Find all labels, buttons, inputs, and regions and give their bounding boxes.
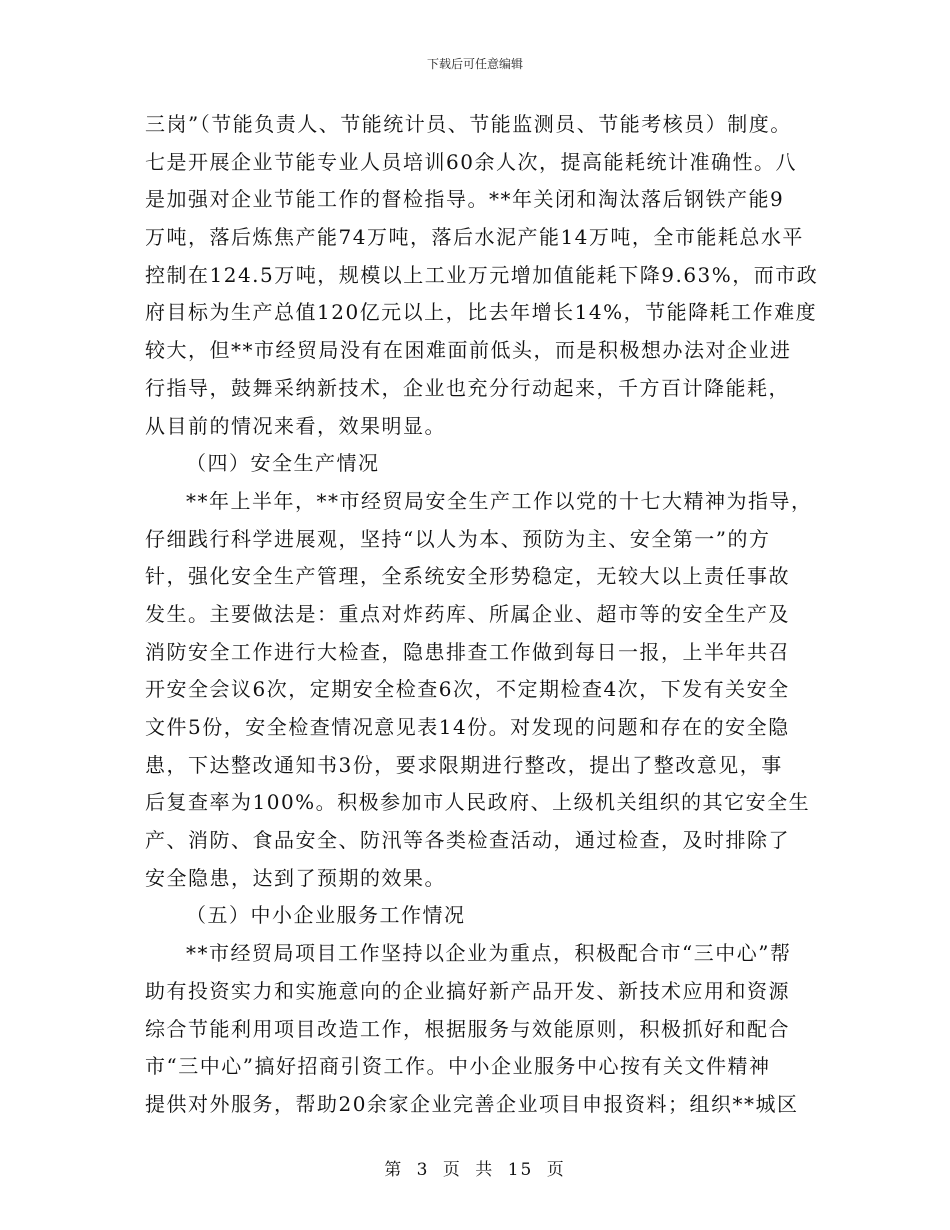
text-line: 市“三中心”搞好招商引资工作。中小企业服务中心按有关文件精神 (145, 1054, 771, 1079)
text-line: 发生。主要做法是：重点对炸药库、所属企业、超市等的安全生产及 (145, 601, 790, 626)
text-line: 开安全会议6次，定期安全检查6次，不定期检查4次，下发有关安全 (145, 677, 790, 702)
text-line: 仔细践行科学进展观，坚持“以人为本、预防为主、安全第一”的方 (145, 526, 771, 551)
document-body (145, 106, 819, 1124)
text-line: 安全隐患，达到了预期的效果。 (145, 865, 446, 890)
text-line: 七是开展企业节能专业人员培训60余人次，提高能耗统计准确性。八 (145, 149, 797, 174)
text-line: 消防安全工作进行大检查，隐患排查工作做到每日一报，上半年共召 (145, 639, 790, 664)
text-line: 是加强对企业节能工作的督检指导。**年关闭和淘汰落后钢铁产能9 (145, 187, 785, 212)
paragraph-first-line: **年上半年，**市经贸局安全生产工作以党的十七大精神为指导， (186, 488, 813, 513)
text-line: 三岗”（节能负责人、节能统计员、节能监测员、节能考核员）制度。 (145, 112, 792, 136)
text-line: 文件5份，安全检查情况意见表14份。对发现的问题和存在的安全隐 (145, 715, 790, 739)
text-line: 从目前的情况来看，效果明显。 (145, 413, 446, 438)
text-line: 行指导，鼓舞采纳新技术，企业也充分行动起来，千方百计降能耗， (145, 375, 790, 400)
paragraph-first-line: （四）安全生产情况 (186, 451, 380, 476)
text-line: 控制在124.5万吨，规模以上工业万元增加值能耗下降9.63%，而市政 (145, 262, 819, 287)
text-line: 后复查率为100%。积极参加市人民政府、上级机关组织的其它安全生 (145, 790, 811, 815)
paragraph-first-line: **市经贸局项目工作坚持以企业为重点，积极配合市“三中心”帮 (186, 941, 792, 966)
text-line: 府目标为生产总值120亿元以上，比去年增长14%，节能降耗工作难度 (145, 300, 818, 325)
text-line: 产、消防、食品安全、防汛等各类检查活动，通过检查，及时排除了 (145, 828, 790, 853)
paragraph-first-line: （五）中小企业服务工作情况 (186, 903, 466, 928)
text-line: 提供对外服务，帮助20余家企业完善企业项目申报资料；组织**城区 (145, 1091, 799, 1116)
page-header-note: 下载后可任意编辑 (426, 57, 523, 71)
text-line: 综合节能利用项目改造工作，根据服务与效能原则，积极抓好和配合 (145, 1016, 790, 1041)
text-line: 患，下达整改通知书3份，要求限期进行整改，提出了整改意见，事 (145, 752, 783, 777)
text-line: 助有投资实力和实施意向的企业搞好新产品开发、新技术应用和资源 (145, 978, 790, 1003)
text-line: 较大，但**市经贸局没有在困难面前低头，而是积极想办法对企业进 (145, 338, 792, 363)
text-line: 针，强化安全生产管理，全系统安全形势稳定，无较大以上责任事故 (145, 564, 790, 589)
text-line: 万吨，落后炼焦产能74万吨，落后水泥产能14万吨，全市能耗总水平 (145, 225, 804, 250)
page-number-footer: 第 3 页 共 15 页 (384, 1160, 566, 1180)
